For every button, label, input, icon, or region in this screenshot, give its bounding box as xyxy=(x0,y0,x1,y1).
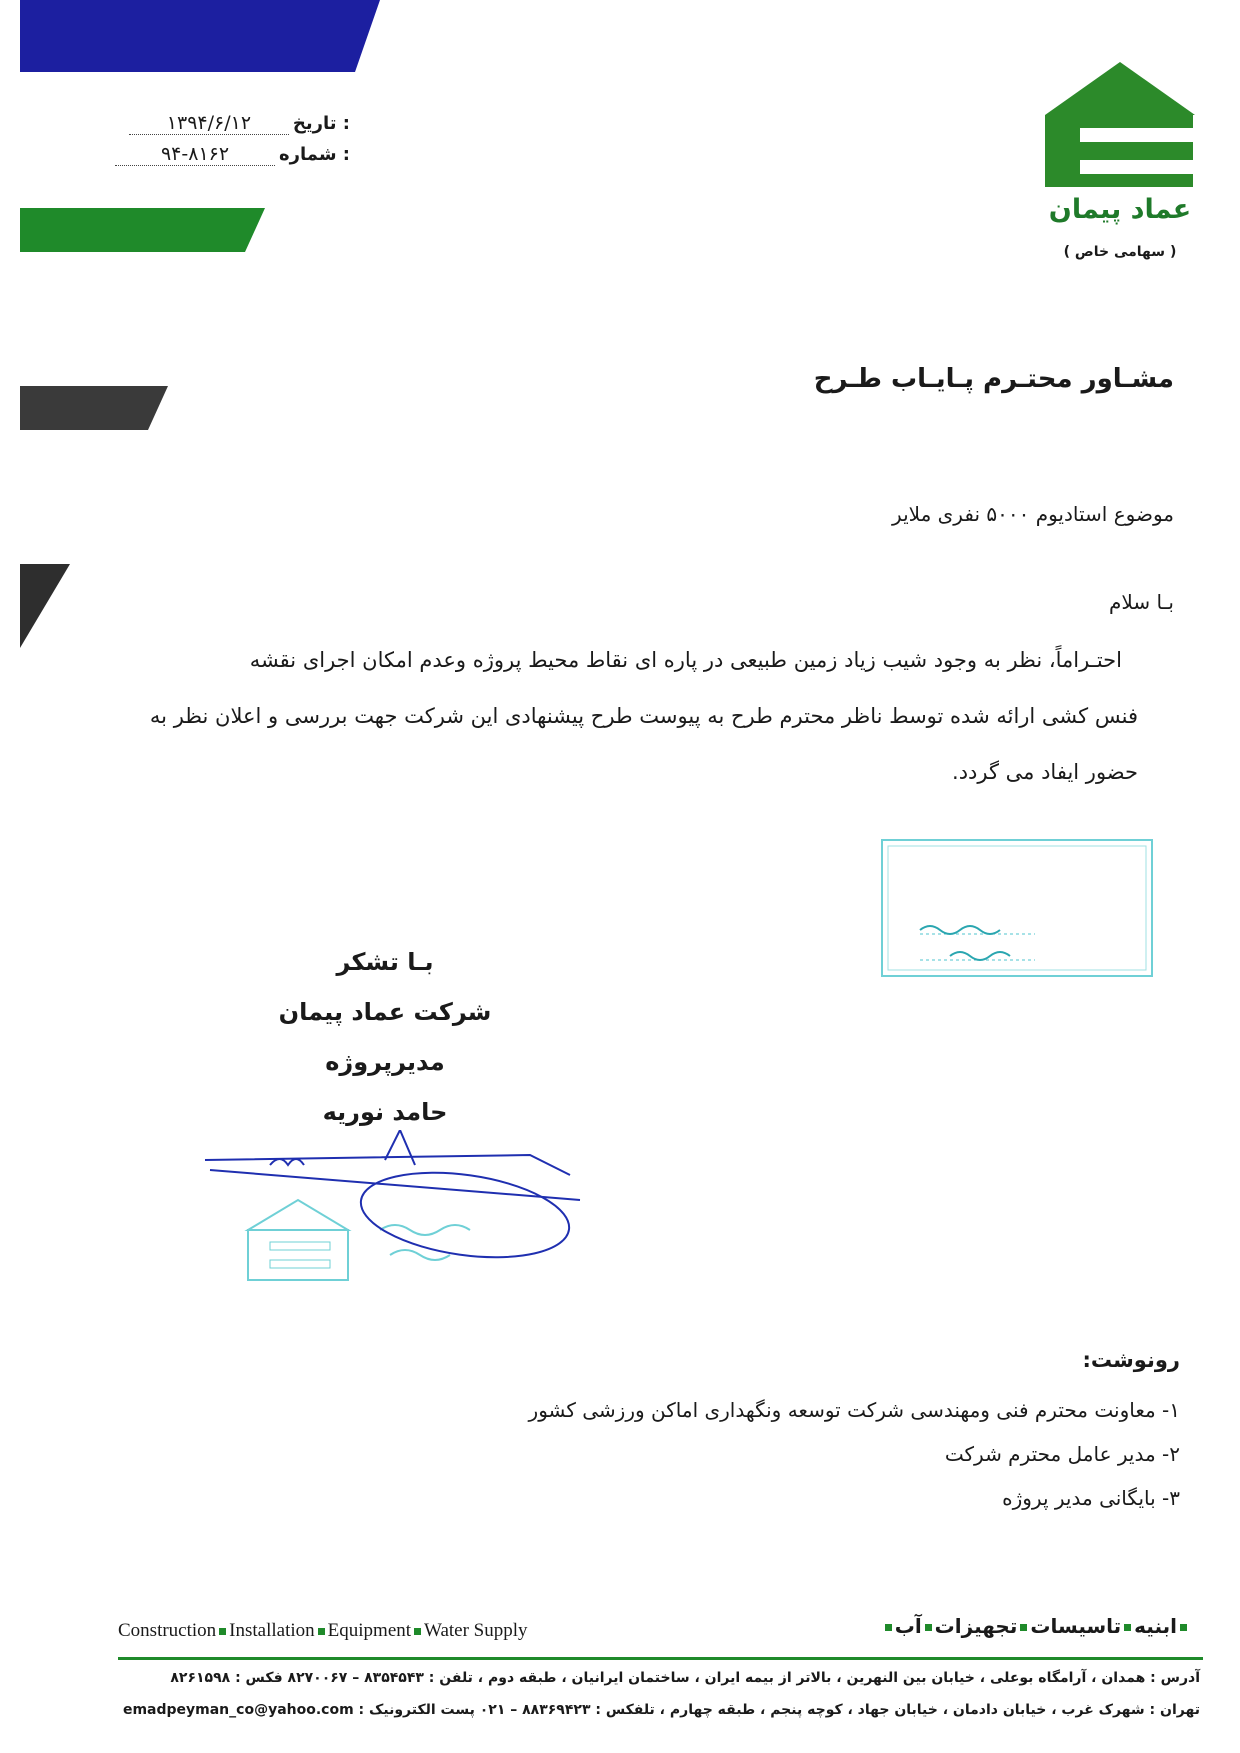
signature-block xyxy=(255,948,515,1148)
bullet-square-icon xyxy=(1180,1624,1187,1631)
service-fa-item: تجهیزات xyxy=(934,1614,1018,1638)
subject-line: موضوع استادیوم ۵۰۰۰ نفری ملایر xyxy=(892,502,1174,526)
letter-body xyxy=(114,632,1174,800)
company-name: عماد پیمان xyxy=(1048,194,1192,225)
received-stamp xyxy=(880,838,1155,980)
cc-title: رونوشت: xyxy=(1082,1348,1180,1372)
services-en xyxy=(118,1620,528,1642)
body-line-3: حضور ایفاد می گردد. xyxy=(952,760,1138,784)
cc-item: ۳- بایگانی مدیر پروژه xyxy=(1002,1486,1180,1510)
bullet-square-icon xyxy=(1124,1624,1131,1631)
bullet-square-icon xyxy=(1020,1624,1027,1631)
bullet-square-icon xyxy=(414,1628,421,1635)
service-fa-item: ابنیه xyxy=(1134,1614,1177,1638)
company-seal-and-signature xyxy=(200,1130,600,1290)
sign-off-name: حامد نوریه xyxy=(322,1098,448,1126)
addressee: مشـاور محتـرم پـایـاب طـرح xyxy=(813,364,1174,394)
blue-decor-bar xyxy=(20,0,380,72)
bullet-square-icon xyxy=(219,1628,226,1635)
company-type: ( سهامی خاص ) xyxy=(1063,244,1177,260)
body-line-1: احتـراماً، نظر به وجود شیب زیاد زمین طبیعی در پاره ای نقاط محیط پروژه وعدم امکان اجرای نقشه xyxy=(249,648,1122,672)
cc-item: ۱- معاونت محترم فنی ومهندسی شرکت توسعه ونگهداری اماکن ورزشی کشور xyxy=(528,1398,1180,1422)
body-line-2: فنس کشی ارائه شده توسط ناظر محترم طرح به پیوست طرح پیشنهادی این شرکت جهت بررسی و اعلان نظر به xyxy=(149,704,1138,728)
company-logo-icon xyxy=(1040,60,1200,190)
green-decor-bar xyxy=(20,208,265,252)
cc-section xyxy=(380,1348,1180,1530)
number-value: ۹۴-۸۱۶۲ xyxy=(115,143,275,166)
number-label: : شماره xyxy=(279,144,350,165)
date-label: : تاریخ xyxy=(292,113,350,134)
services-fa xyxy=(882,1614,1190,1638)
sign-off-company: شرکت عماد پیمان xyxy=(278,998,492,1026)
number-row xyxy=(100,143,350,166)
footer-address-hamedan: آدرس : همدان ، آرامگاه بوعلی ، خیابان بین النهرین ، بالاتر از بیمه ایران ، ساختمان ایرانیان ، طبقه دوم ، تلفن : ۸۳۵۴۵۴۳ – ۸۲۷۰۰۶۷ فکس : ۸۲۶۱۵۹۸ xyxy=(170,1670,1200,1686)
footer-address-tehran: تهران : شهرک غرب ، خیابان دادمان ، خیابان جهاد ، کوچه پنجم ، طبقه چهارم ، تلفکس : ۸۸۳۶۹۴۲۳ – ۰۲۱ پست الکترونیک : emadpeyman_co@yahoo.com xyxy=(122,1702,1200,1718)
dark-decor-bar xyxy=(20,386,168,430)
service-en-item: Equipment xyxy=(327,1620,412,1641)
bullet-square-icon xyxy=(885,1624,892,1631)
service-en-item: Water Supply xyxy=(424,1620,528,1641)
letter-meta xyxy=(100,112,350,166)
footer-divider xyxy=(118,1657,1203,1660)
service-en-item: Installation xyxy=(229,1620,315,1641)
dark-triangle-decor xyxy=(20,564,70,648)
bullet-square-icon xyxy=(925,1624,932,1631)
date-value: ۱۳۹۴/۶/۱۲ xyxy=(129,112,289,135)
service-fa-item: آب xyxy=(894,1614,922,1638)
date-row xyxy=(100,112,350,135)
greeting: بـا سلام xyxy=(1109,590,1174,614)
sign-off-title: مدیرپروژه xyxy=(325,1048,445,1076)
sign-off-thanks: بـا تشکر xyxy=(336,948,434,976)
bullet-square-icon xyxy=(318,1628,325,1635)
service-en-item: Construction xyxy=(118,1620,217,1641)
cc-item: ۲- مدیر عامل محترم شرکت xyxy=(944,1442,1180,1466)
service-fa-item: تاسیسات xyxy=(1030,1614,1122,1638)
